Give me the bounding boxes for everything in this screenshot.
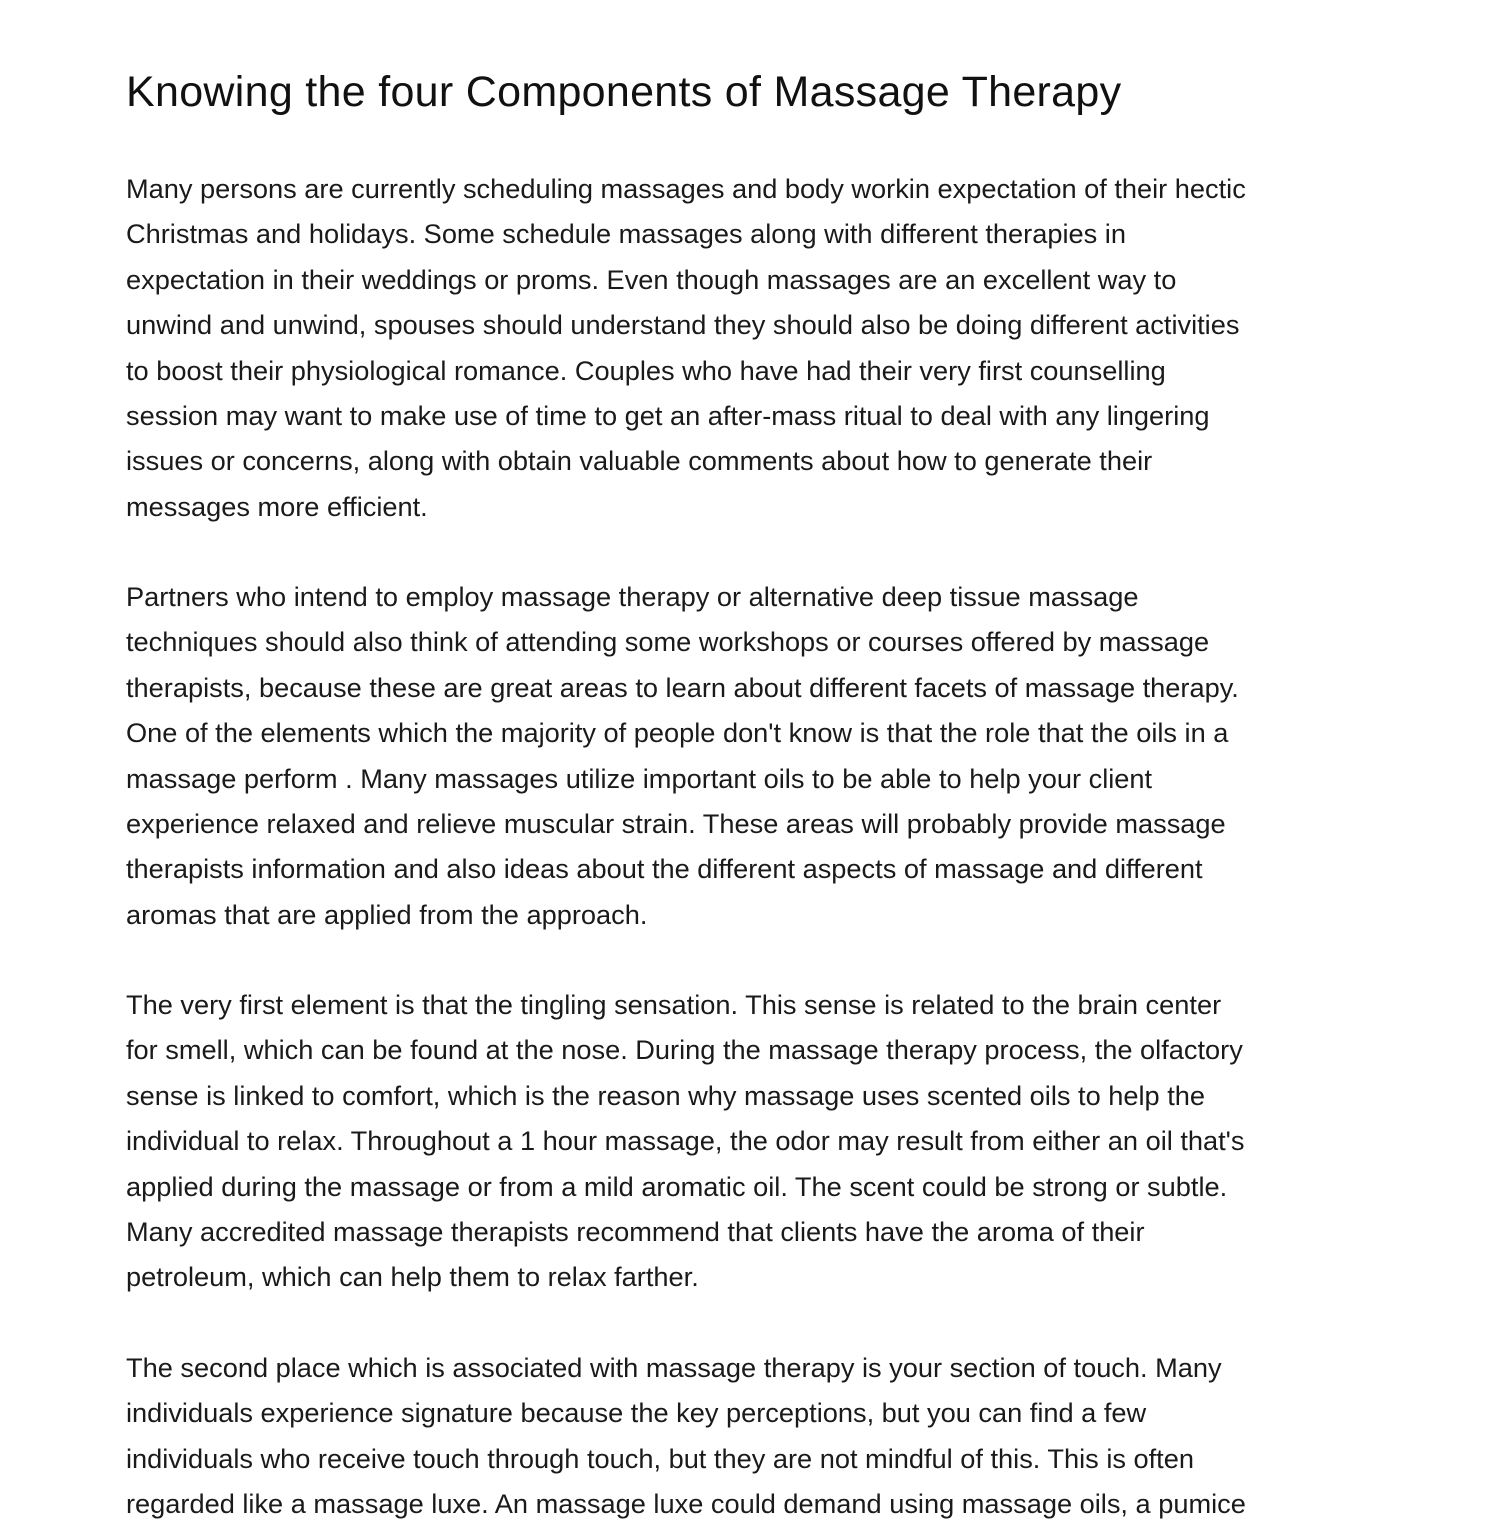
- paragraph-line: issues or concerns, along with obtain valuable comments about how to generate their: [126, 445, 1153, 477]
- paragraph-line: Many persons are currently scheduling massages and body workin expectation of their hectic: [126, 173, 1246, 204]
- paragraph-line: One of the elements which the majority of people don't know is that the role that the oils in a: [126, 717, 1229, 749]
- paragraph-line: Many accredited massage therapists recommend that clients have the aroma of their: [126, 1216, 1145, 1248]
- paragraph-line: individual to relax. Throughout a 1 hour massage, the odor may result from either an oil that's: [126, 1125, 1245, 1157]
- paragraph-line: Christmas and holidays. Some schedule massages along with different therapies in: [126, 218, 1126, 250]
- paragraph-line: individuals who receive touch through touch, but they are not mindful of this. This is often: [126, 1442, 1194, 1474]
- paragraph-line: experience relaxed and relieve muscular strain. These areas will probably provide massage: [126, 808, 1226, 840]
- page-title: Knowing the four Components of Massage Therapy: [126, 68, 1122, 116]
- paragraph-line: The second place which is associated with massage therapy is your section of touch. Many: [126, 1352, 1222, 1383]
- paragraph-line: messages more efficient.: [126, 490, 428, 522]
- paragraph-line: aromas that are applied from the approach.: [126, 898, 648, 930]
- paragraph-line: for smell, which can be found at the nose. During the massage therapy process, the olfactory: [126, 1034, 1243, 1066]
- paragraph-2: [126, 574, 1374, 937]
- paragraph-line: techniques should also think of attending some workshops or courses offered by massage: [126, 626, 1210, 658]
- paragraph-1: [126, 166, 1374, 529]
- paragraph-line: sense is linked to comfort, which is the reason why massage uses scented oils to help the: [126, 1079, 1205, 1111]
- paragraph-line: therapists information and also ideas about the different aspects of massage and different: [126, 853, 1203, 885]
- paragraph-line: therapists, because these are great areas to learn about different facets of massage therapy.: [126, 671, 1239, 703]
- paragraph-line: session may want to make use of time to get an after-mass ritual to deal with any lingering: [126, 400, 1210, 432]
- paragraph-line: individuals experience signature because the key perceptions, but you can find a few: [126, 1397, 1147, 1429]
- paragraph-4: [126, 1345, 1374, 1527]
- paragraph-line: massage perform . Many massages utilize important oils to be able to help your client: [126, 762, 1153, 794]
- paragraph-line: expectation in their weddings or proms. Even though massages are an excellent way to: [126, 263, 1177, 295]
- paragraph-3: [126, 982, 1374, 1300]
- paragraph-line: regarded like a massage luxe. An massage luxe could demand using massage oils, a pumice: [126, 1488, 1246, 1520]
- paragraph-line: to boost their physiological romance. Couples who have had their very first counselling: [126, 354, 1166, 386]
- paragraph-line: Partners who intend to employ massage therapy or alternative deep tissue massage: [126, 581, 1139, 612]
- paragraph-line: The very first element is that the tingling sensation. This sense is related to the brain center: [126, 989, 1222, 1020]
- paragraph-line: unwind and unwind, spouses should understand they should also be doing different activities: [126, 309, 1240, 341]
- paragraph-line: applied during the massage or from a mild aromatic oil. The scent could be strong or subtle.: [126, 1170, 1228, 1202]
- paragraph-line: petroleum, which can help them to relax farther.: [126, 1261, 699, 1293]
